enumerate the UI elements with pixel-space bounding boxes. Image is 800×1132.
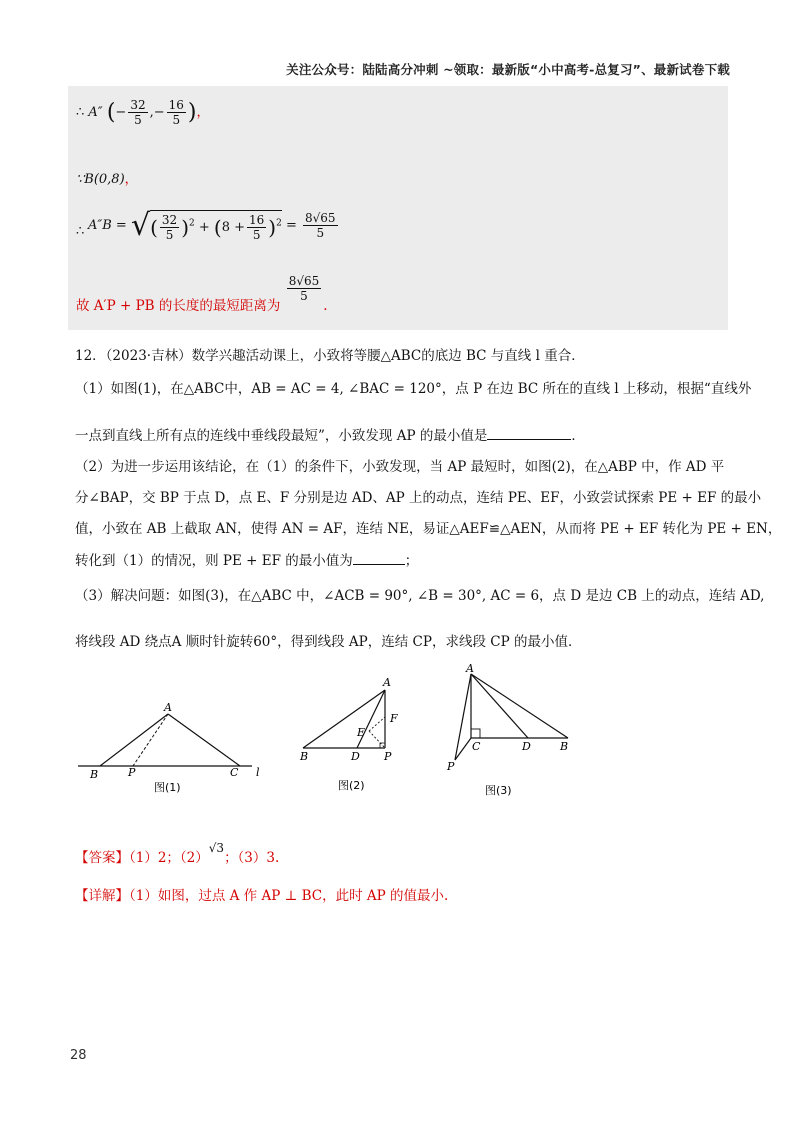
fig2-caption: 图(2): [338, 779, 365, 792]
part1-line-a: （1）如图(1)，在△ABC中，AB = AC = 4, ∠BAC = 120°，点 P 在边 BC 所在的直线 l 上移动，根据“直线外: [75, 381, 752, 397]
fig2-label-p: P: [384, 750, 392, 763]
part3-line-b: 将线段 AD 绕点A 顺时针旋转60°，得到线段 AP，连结 CP，求线段 CP 的最小值．: [75, 634, 582, 650]
fig2-label-a: A: [383, 676, 391, 689]
answer-blank-2[interactable]: [353, 564, 405, 565]
fig3-label-c: C: [472, 740, 481, 753]
comma: ，: [196, 105, 210, 120]
answer-text-2: ；（3）3.: [224, 850, 280, 866]
part3-line-a: （3）解决问题：如图(3)，在△ABC 中，∠ACB = 90°, ∠B = 30°, AC = 6，点 D 是边 CB 上的动点，连结 AD,: [75, 588, 765, 604]
fig2-label-b: B: [300, 750, 309, 763]
detail-tag: 【详解】: [75, 888, 129, 904]
answer-text: （1）2；（2）: [129, 850, 209, 866]
answer-blank-1[interactable]: [487, 439, 571, 440]
fig2-label-f: F: [390, 712, 398, 725]
point-label: A″: [88, 105, 103, 120]
coordinate-line-b: [76, 168, 138, 187]
fraction: $\frac{32}{5}$: [130, 98, 146, 127]
detail-text: （1）如图，过点 A 作 AP ⊥ BC，此时 AP 的值最小.: [129, 888, 449, 904]
fig2-label-d: D: [351, 750, 360, 763]
therefore-symbol: ∴: [76, 224, 85, 239]
figure-3: [446, 662, 568, 797]
fig1-label-a: A: [164, 701, 172, 714]
coordinate-line-a: ∴ A″ (− $\frac{32}{5}$ ,− $\frac{16}{5}$ )，: [76, 98, 210, 127]
distance-lhs: A″B =: [88, 218, 127, 233]
fig2-label-e: E: [357, 726, 366, 739]
fig3-label-p: P: [447, 760, 455, 773]
fig1-label-b: B: [90, 768, 99, 781]
part2-line-a: （2）为进一步运用该结论，在（1）的条件下，小致发现，当 AP 最短时，如图(2)，在△ABP 中，作 AD 平: [75, 459, 725, 475]
answer-tag: 【答案】: [75, 850, 129, 866]
problem-title: 12．（2023·吉林）数学兴趣活动课上，小致将等腰△ABC的底边 BC 与直线 l 重合．: [75, 348, 585, 364]
therefore-symbol: ∴: [76, 105, 85, 120]
page-header: 关注公众号：陆陆高分冲刺 ~领取：最新版“小中高考-总复习”、最新试卷下载: [286, 62, 730, 77]
fraction: $\frac{16}{5}$: [168, 98, 184, 127]
fig1-label-l: l: [256, 766, 260, 779]
figures-panel: [0, 660, 800, 810]
part2-line-b: 分∠BAP，交 BP 于点 D，点 E、F 分别是边 AD、AP 上的动点，连结 PE、EF，小致尝试探索 PE + EF 的最小: [75, 490, 762, 506]
point-b-coordinate: ∵B(0,8): [76, 172, 125, 187]
fig3-label-a: A: [466, 662, 474, 675]
answer-line: [75, 841, 280, 866]
fig1-label-p: P: [128, 766, 136, 779]
detail-line: [75, 884, 448, 904]
fig1-label-c: C: [230, 766, 239, 779]
shortest-distance-conclusion: 故 A′P + PB 的长度的最短距离为 $\frac{8√65}{5}$ .: [76, 274, 328, 314]
part1-line-b: 一点到直线上所有点的连线中垂线段最短”，小致发现 AP 的最小值是 ．: [75, 428, 585, 444]
fraction-result: $\frac{8√65}{5}$: [305, 211, 336, 240]
sqrt-three: √3: [208, 841, 225, 855]
part2-line-c: 值，小致在 AB 上截取 AN，使得 AN = AF，连结 NE，易证△AEF≌△AEN，从而将 PE + EF 转化为 PE + EN，: [75, 521, 782, 537]
part2-line-d: 转化到（1）的情况，则 PE + EF 的最小值为 ；: [75, 553, 419, 569]
figure-2: [299, 676, 398, 792]
page-number: 28: [70, 1048, 87, 1063]
fig1-caption: 图(1): [154, 781, 181, 794]
fig3-label-b: B: [560, 740, 569, 753]
fig3-label-d: D: [522, 740, 531, 753]
fig3-caption: 图(3): [485, 784, 512, 797]
comma: ，: [124, 172, 138, 187]
figure-1: [78, 701, 260, 794]
